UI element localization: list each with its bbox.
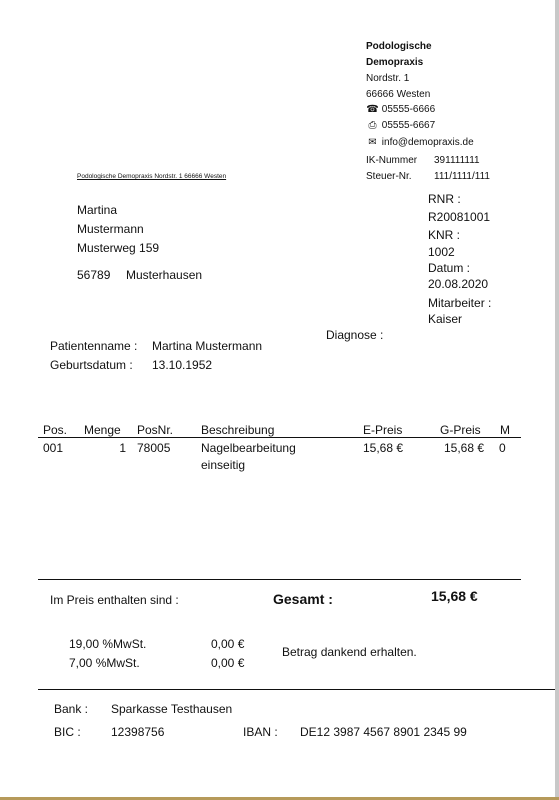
tax-number-value: 111/1111/111 — [434, 171, 490, 182]
vat-rate-7: 7,00 %MwSt. — [69, 656, 140, 670]
practice-phone: 05555-6666 — [381, 104, 436, 115]
bank-label: Bank : — [54, 702, 89, 716]
tax-number-label: Steuer-Nr. — [366, 171, 412, 182]
totals-rule — [38, 579, 521, 580]
practice-street: Nordstr. 1 — [366, 73, 410, 84]
col-header-pos: Pos. — [43, 423, 68, 437]
fax-icon: ⎙ — [368, 120, 377, 131]
row-unit-price: 15,68 € — [363, 441, 404, 455]
patient-name-value: Martina Mustermann — [152, 339, 263, 353]
col-header-posnr: PosNr. — [137, 423, 174, 437]
vat-rate-19: 19,00 %MwSt. — [69, 637, 147, 651]
iban-value: DE12 3987 4567 8901 2345 99 — [300, 725, 467, 739]
rnr-label: RNR : — [428, 192, 461, 206]
envelope-icon: ✉ — [368, 137, 377, 148]
iban-label: IBAN : — [243, 725, 278, 739]
dob-label: Geburtsdatum : — [50, 358, 133, 372]
col-header-qty: Menge — [84, 423, 121, 437]
recipient-zip: 56789 — [77, 268, 111, 282]
recipient-first-name: Martina — [77, 203, 118, 217]
vat-amount-7: 0,00 € — [211, 656, 245, 670]
col-header-description: Beschreibung — [201, 423, 275, 437]
staff-label: Mitarbeiter : — [428, 296, 492, 310]
table-header-rule — [38, 437, 521, 438]
recipient-last-name: Mustermann — [77, 222, 144, 236]
staff-value: Kaiser — [428, 312, 463, 326]
practice-phone-row — [366, 104, 435, 115]
page-shadow-right — [555, 0, 559, 800]
bic-value: 12398756 — [111, 725, 165, 739]
col-header-unit-price: E-Preis — [363, 423, 403, 437]
date-label: Datum : — [428, 261, 471, 275]
recipient-street: Musterweg 159 — [77, 241, 160, 255]
ik-number-value: 391111111 — [434, 155, 480, 166]
bank-rule — [38, 689, 555, 690]
bank-value: Sparkasse Testhausen — [111, 702, 233, 716]
col-header-m: M — [500, 423, 510, 437]
knr-value: 1002 — [428, 245, 455, 259]
practice-name-line1: Podologische — [366, 41, 432, 52]
practice-name-line2: Demopraxis — [366, 57, 424, 68]
row-m: 0 — [499, 441, 506, 455]
rnr-value: R20081001 — [428, 210, 491, 224]
practice-city: 66666 Westen — [366, 89, 431, 100]
sender-line: Podologische Demopraxis Nordstr. 1 66666 Westen — [77, 173, 227, 180]
phone-icon: ☎ — [366, 104, 379, 115]
included-label: Im Preis enthalten sind : — [50, 593, 179, 607]
practice-email-row — [366, 137, 474, 148]
diagnosis-label: Diagnose : — [326, 328, 384, 342]
total-label: Gesamt : — [273, 591, 333, 607]
row-qty: 1 — [119, 441, 126, 455]
dob-value: 13.10.1952 — [152, 358, 213, 372]
bic-label: BIC : — [54, 725, 81, 739]
patient-name-label: Patientenname : — [50, 339, 138, 353]
row-total-price: 15,68 € — [444, 441, 485, 455]
row-posnr: 78005 — [137, 441, 171, 455]
total-value: 15,68 € — [431, 588, 478, 604]
ik-number-label: IK-Nummer — [366, 155, 418, 166]
practice-fax: 05555-6667 — [381, 120, 436, 131]
row-description-line1: Nagelbearbeitung — [201, 441, 296, 455]
received-text: Betrag dankend erhalten. — [282, 645, 417, 659]
vat-amount-19: 0,00 € — [211, 637, 245, 651]
row-pos: 001 — [43, 441, 64, 455]
recipient-city: Musterhausen — [126, 268, 203, 282]
col-header-total-price: G-Preis — [440, 423, 481, 437]
row-description-line2: einseitig — [201, 458, 246, 472]
practice-email: info@demopraxis.de — [381, 137, 474, 148]
date-value: 20.08.2020 — [428, 277, 489, 291]
knr-label: KNR : — [428, 228, 461, 242]
practice-fax-row — [366, 120, 435, 131]
